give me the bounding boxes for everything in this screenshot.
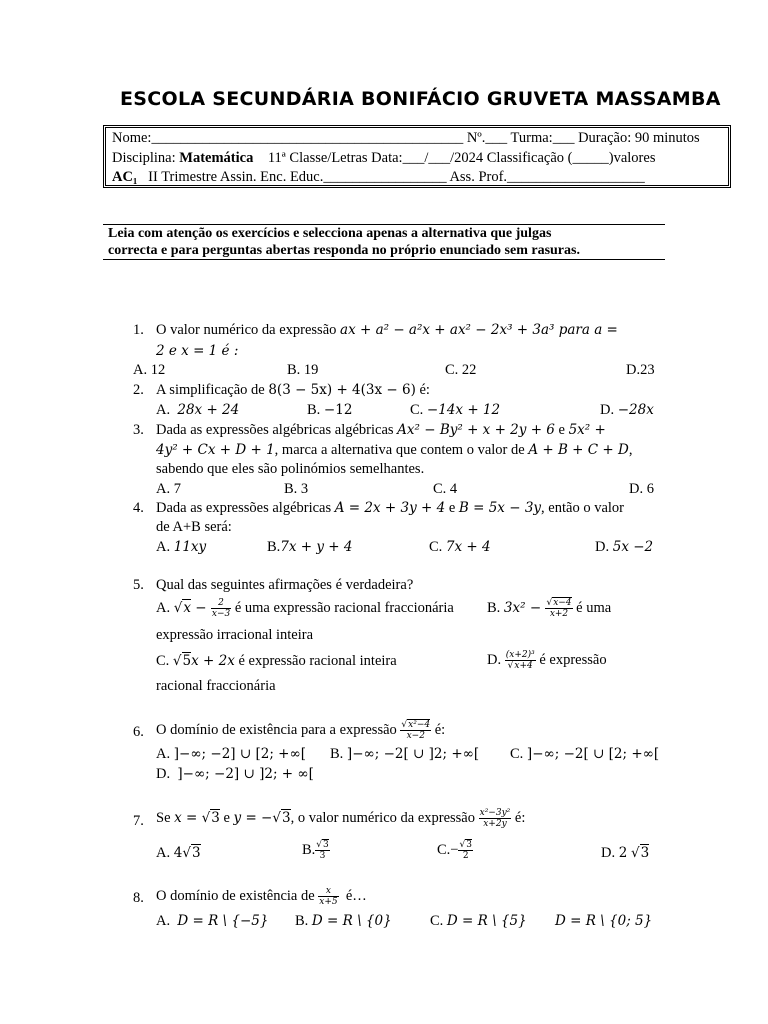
q1-number: 1.	[133, 322, 144, 338]
q6-option-d: D. ]−∞; −2] ∪ ]2; + ∞[	[156, 766, 314, 782]
q5-option-d: D. $\frac{\text{(x+2)³}}{√x+4}$ é expressão	[487, 650, 607, 671]
q2-number: 2.	[133, 382, 144, 398]
ac-label: AC₁	[112, 169, 138, 185]
q2-expression: 8(3 − 5x) + 4(3x − 6)	[268, 382, 416, 398]
q7-b-fraction: $\frac{√3}{3}$	[316, 840, 329, 861]
q8-number: 8.	[133, 890, 144, 906]
q5-number: 5.	[133, 577, 144, 593]
q6-option-a: A. ]−∞; −2] ∪ [2; +∞[	[156, 746, 306, 762]
q7-fraction: $\frac{\text{x²−3y²}}{x+2y}$	[479, 808, 511, 829]
q1-option-c: C. 22	[445, 362, 477, 378]
q3-option-a: A. 7	[156, 481, 181, 497]
header-box	[103, 125, 731, 188]
header-line-subject: Disciplina: Matemática 11ª Classe/Letras Data:___/___/2024 Classificação (_____)valores	[112, 150, 656, 166]
q5-ab-line2: expressão irracional inteira	[156, 627, 314, 643]
q2-text: A simplificação de 8(3 − 5x) + 4(3x − 6) é:	[156, 382, 430, 398]
q8-fraction: $\frac{x}{x+5}$	[319, 886, 338, 907]
q1-option-d: D.23	[626, 362, 655, 378]
q8-option-a: A. D = R \ {−5}	[156, 913, 269, 929]
q3-number: 3.	[133, 422, 144, 438]
q6-option-c: C. ]−∞; −2[ ∪ [2; +∞[	[510, 746, 660, 762]
q3-line3: sabendo que eles são polinómios semelhantes.	[156, 461, 425, 477]
q3-line2: 4y² + Cx + D + 1, marca a alternativa que contem o valor de A + B + C + D,	[156, 442, 633, 458]
q5-text: Qual das seguintes afirmações é verdadeira?	[156, 577, 414, 593]
q4-option-b: B.7x + y + 4	[267, 539, 353, 555]
q8-text: O domínio de existência de $\frac{x}{x+5}$ é…	[156, 886, 367, 907]
q4-option-d: D. 5x −2	[595, 539, 654, 555]
header-line-name: Nome:___________________________________________ Nº.___ Turma:___ Duração: 90 minutos	[112, 130, 700, 146]
q7-option-d: D. 2 √3	[601, 845, 650, 861]
q7-c-fraction: $\frac{√3}{2}$	[459, 840, 472, 861]
header-line-trimestre: AC₁ II Trimestre Assin. Enc. Educ._________________ Ass. Prof.___________________	[112, 169, 645, 185]
q5-option-c: C. √5x + 2x é expressão racional inteira	[156, 653, 397, 669]
q4-option-c: C. 7x + 4	[429, 539, 491, 555]
q5-cd-line2: racional fraccionária	[156, 678, 276, 694]
instruction-line-1: Leia com atenção os exercícios e selecciona apenas a alternativa que julgas	[108, 226, 552, 241]
q5-a-fraction: $\frac{2}{x-3}$	[211, 598, 231, 619]
q7-option-c: C.− $\frac{√3}{2}$	[437, 840, 472, 861]
q1-option-b: B. 19	[287, 362, 319, 378]
q8-option-c: C. D = R \ {5}	[430, 913, 527, 929]
school-name: ESCOLA SECUNDÁRIA BONIFÁCIO GRUVETA MASSAMBA	[120, 88, 721, 110]
q8-option-b: B. D = R \ {0}	[295, 913, 392, 929]
q3-option-b: B. 3	[284, 481, 309, 497]
q5-option-a: A. √x − $\frac{2}{x-3}$ é uma expressão racional fraccionária	[156, 598, 454, 619]
q2-option-d: D. −28x	[600, 402, 654, 418]
q2-option-b: B. −12	[307, 402, 353, 418]
q8-option-d: D = R \ {0; 5}	[555, 913, 653, 929]
q7-text: Se x = √3 e y = −√3, o valor numérico da expressão $\frac{\text{x²−3y²}}{x+2y}$ é:	[156, 808, 526, 829]
q4-line2: de A+B será:	[156, 519, 232, 535]
q2-option-c: C. −14x + 12	[410, 402, 501, 418]
q3-option-c: C. 4	[433, 481, 458, 497]
instruction-bottom-rule	[103, 259, 665, 260]
q7-number: 7.	[133, 813, 144, 829]
q3-text: Dada as expressões algébricas algébricas Ax² − By² + x + 2y + 6 e 5x² +	[156, 422, 606, 438]
q6-option-b: B. ]−∞; −2[ ∪ ]2; +∞[	[330, 746, 480, 762]
q4-option-a: A. 11xy	[156, 539, 207, 555]
q1-option-a: A. 12	[133, 362, 166, 378]
instruction-top-rule	[103, 224, 665, 225]
q4-text: Dada as expressões algébricas A = 2x + 3y + 4 e B = 5x − 3y, então o valor	[156, 500, 624, 516]
q5-option-b: B. 3x² − $\frac{√x-4}{x+2}$ é uma	[487, 598, 612, 619]
q2-option-a: A. 28x + 24	[156, 402, 240, 418]
q6-text: O domínio de existência para a expressão $\frac{\text{√x²−4}}{x-2}$ é:	[156, 720, 446, 741]
q3-option-d: D. 6	[629, 481, 654, 497]
q4-number: 4.	[133, 500, 144, 516]
q6-number: 6.	[133, 724, 144, 740]
instruction-line-2: correcta e para perguntas abertas responda no próprio enunciado sem rasuras.	[108, 243, 580, 258]
q5-d-fraction: $\frac{\text{(x+2)³}}{√x+4}$	[505, 650, 535, 671]
q7-option-b: B. $\frac{√3}{3}$	[302, 840, 329, 861]
subject-name: Matemática	[179, 150, 254, 166]
q1-line2: 2 e x = 1 é :	[156, 343, 239, 359]
q7-option-a: A. 4√3	[156, 845, 201, 861]
q1-expression: ax + a² − a²x + ax² − 2x³ + 3a³ para a =	[340, 322, 618, 338]
q5-b-fraction: $\frac{√x-4}{x+2}$	[546, 598, 572, 619]
q1-text: O valor numérico da expressão ax + a² − a²x + ax² − 2x³ + 3a³ para a =	[156, 322, 618, 338]
q6-fraction: $\frac{\text{√x²−4}}{x-2}$	[401, 720, 431, 741]
